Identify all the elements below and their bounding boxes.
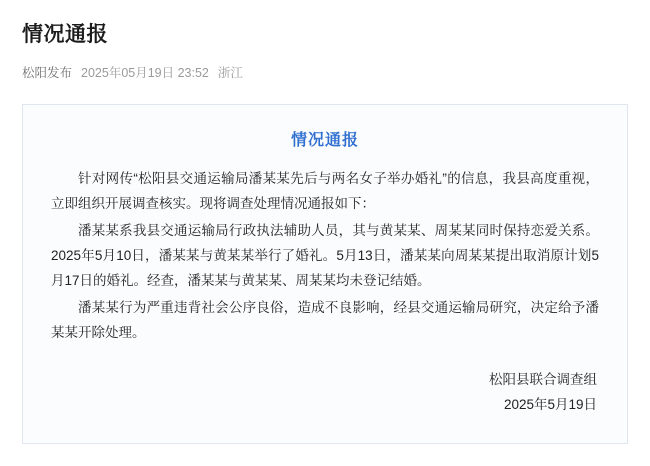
notice-card xyxy=(22,104,628,444)
notice-paragraph: 潘某某系我县交通运输局行政执法辅助人员，其与黄某某、周某某同时保持恋爱关系。2025年5月10日，潘某某与黄某某举行了婚礼。5月13日，潘某某向周某某提出取消原计划5月17日的婚礼。经查，潘某某与黄某某、周某某均未登记结婚。 xyxy=(51,223,599,288)
article-meta xyxy=(22,64,628,82)
notice-title: 情况通报 xyxy=(290,132,359,149)
signature-organization: 松阳县联合调查组 xyxy=(489,372,597,387)
signature-date: 2025年5月19日 xyxy=(503,397,597,412)
notice-signature xyxy=(51,367,599,417)
meta-source: 松阳发布 xyxy=(22,66,73,80)
notice-paragraph: 潘某某行为严重违背社会公序良俗，造成不良影响，经县交通运输局研究，决定给予潘某某开除处理。 xyxy=(51,300,599,340)
meta-region: 浙江 xyxy=(217,66,243,80)
page-title: 情况通报 xyxy=(22,23,108,46)
meta-date: 2025年05月19日 23:52 xyxy=(81,66,209,80)
notice-paragraph: 针对网传“松阳县交通运输局潘某某先后与两名女子举办婚礼”的信息，我县高度重视，立即组织开展调查核实。现将调查处理情况通报如下： xyxy=(51,171,599,211)
